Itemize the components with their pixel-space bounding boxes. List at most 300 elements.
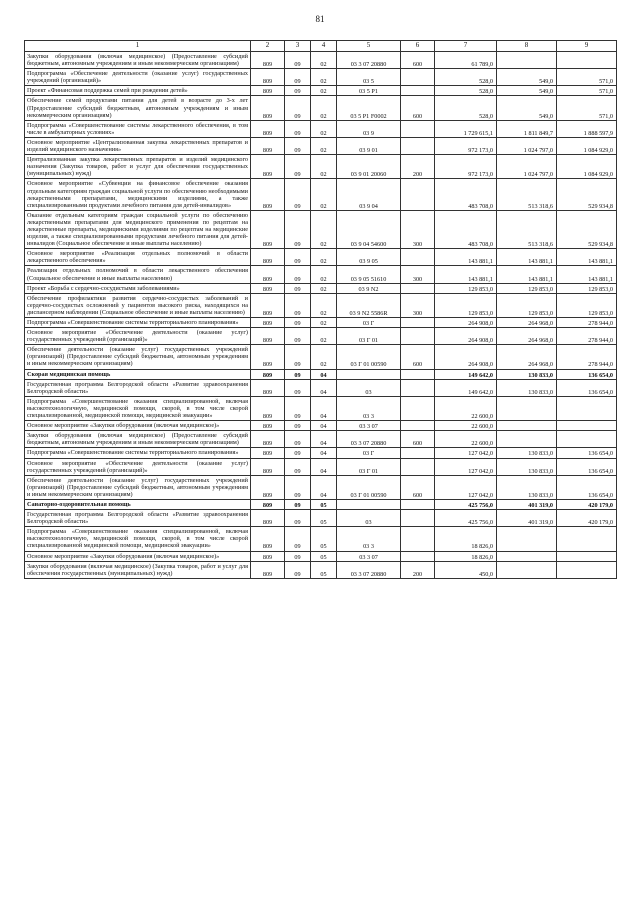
row-amount-year-3 (557, 421, 617, 431)
row-expense-type-code: 600 (401, 52, 435, 69)
row-expense-type-code (401, 527, 435, 551)
header-col-5: 5 (337, 41, 401, 52)
row-name-cell: Закупки оборудования (включая медицинское) (Закупка товаров, работ и услуг для обеспечения государственных (муниципальных) нужд) (25, 561, 251, 578)
row-section-code: 09 (285, 179, 311, 210)
row-ministry-code: 809 (251, 396, 285, 420)
row-section-code: 09 (285, 137, 311, 154)
row-ministry-code: 809 (251, 96, 285, 120)
row-amount-year-3 (557, 396, 617, 420)
row-expense-type-code: 300 (401, 210, 435, 248)
table-row (25, 318, 617, 328)
row-section-code: 09 (285, 345, 311, 369)
row-amount-year-1: 18 826,0 (435, 527, 497, 551)
row-section-code: 09 (285, 431, 311, 448)
row-amount-year-1: 143 881,1 (435, 249, 497, 266)
row-name-cell: Основное мероприятие «Субвенции на финансовое обеспечение оказания отдельным категориям граждан социальной услуги по обеспечению необходимыми лекарственными препаратами, медицинскими изделиями, а также специализированными продуктами лечебного питания для детей-инвалидов» (25, 179, 251, 210)
row-target-item-code: 03 9 04 (337, 179, 401, 210)
row-expense-type-code (401, 120, 435, 137)
row-expense-type-code (401, 448, 435, 458)
row-target-item-code: 03 3 07 20880 (337, 52, 401, 69)
table-row (25, 396, 617, 420)
row-expense-type-code (401, 458, 435, 475)
header-col-4: 4 (311, 41, 337, 52)
row-name-cell: Централизованная закупка лекарственных препаратов и изделий медицинского назначения (Закупка товаров, работ и услуг для обеспечения государственных (муниципальных) нужд) (25, 155, 251, 179)
row-target-item-code: 03 3 07 (337, 421, 401, 431)
row-section-code: 09 (285, 293, 311, 317)
row-section-code: 09 (285, 551, 311, 561)
row-target-item-code: 03 9 05 51610 (337, 266, 401, 283)
row-amount-year-1: 425 756,0 (435, 499, 497, 509)
row-amount-year-3: 278 944,0 (557, 328, 617, 345)
row-amount-year-3: 278 944,0 (557, 345, 617, 369)
row-section-code: 09 (285, 448, 311, 458)
row-section-code: 09 (285, 155, 311, 179)
row-subsection-code: 02 (311, 266, 337, 283)
row-name-cell: Основное мероприятие «Реализация отдельных полномочий в области лекарственного обеспечения» (25, 249, 251, 266)
row-expense-type-code: 600 (401, 96, 435, 120)
row-ministry-code: 809 (251, 69, 285, 86)
row-ministry-code: 809 (251, 52, 285, 69)
row-amount-year-1: 528,0 (435, 69, 497, 86)
row-name-cell: Закупки оборудования (включая медицинское) (Предоставление субсидий бюджетным, автономным учреждениям и иным некоммерческим организациям) (25, 52, 251, 69)
row-expense-type-code (401, 379, 435, 396)
row-ministry-code: 809 (251, 369, 285, 379)
row-amount-year-3: 1 084 929,0 (557, 137, 617, 154)
row-expense-type-code: 300 (401, 266, 435, 283)
table-row (25, 379, 617, 396)
row-amount-year-2: 549,0 (497, 96, 557, 120)
row-expense-type-code (401, 396, 435, 420)
table-body (25, 52, 617, 579)
row-target-item-code: 03 9 N2 5586R (337, 293, 401, 317)
row-ministry-code: 809 (251, 458, 285, 475)
row-ministry-code: 809 (251, 283, 285, 293)
row-amount-year-1: 18 826,0 (435, 551, 497, 561)
row-subsection-code: 02 (311, 345, 337, 369)
row-section-code: 09 (285, 69, 311, 86)
row-amount-year-3: 1 084 929,0 (557, 155, 617, 179)
row-subsection-code: 02 (311, 155, 337, 179)
row-expense-type-code: 600 (401, 345, 435, 369)
row-ministry-code: 809 (251, 431, 285, 448)
row-expense-type-code (401, 69, 435, 86)
row-amount-year-1: 149 642,0 (435, 379, 497, 396)
row-ministry-code: 809 (251, 345, 285, 369)
row-expense-type-code (401, 551, 435, 561)
row-expense-type-code (401, 510, 435, 527)
row-expense-type-code (401, 137, 435, 154)
row-ministry-code: 809 (251, 266, 285, 283)
table-row (25, 155, 617, 179)
row-amount-year-1: 22 600,0 (435, 396, 497, 420)
table-row (25, 421, 617, 431)
row-expense-type-code: 600 (401, 475, 435, 499)
row-section-code: 09 (285, 510, 311, 527)
row-ministry-code: 809 (251, 527, 285, 551)
row-name-cell: Обеспечение деятельности (оказание услуг) государственных учреждений (организаций) (Предоставление субсидий бюджетным, автономным учреждениям и иным некоммерческим организациям) (25, 345, 251, 369)
row-target-item-code: 03 (337, 379, 401, 396)
row-subsection-code: 04 (311, 379, 337, 396)
row-amount-year-1: 450,0 (435, 561, 497, 578)
row-section-code: 09 (285, 561, 311, 578)
row-ministry-code: 809 (251, 551, 285, 561)
row-subsection-code: 04 (311, 475, 337, 499)
budget-table (24, 40, 617, 579)
row-ministry-code: 809 (251, 328, 285, 345)
table-row (25, 266, 617, 283)
row-section-code: 09 (285, 210, 311, 248)
row-amount-year-2 (497, 421, 557, 431)
row-section-code: 09 (285, 120, 311, 137)
row-amount-year-1: 127 042,0 (435, 458, 497, 475)
row-name-cell: Оказание отдельным категориям граждан социальной услуги по обеспечению лекарственными препаратами для медицинского применения по рецептам на лекарственные препараты, медицинскими изделиями по рецептам на медицинские изделия, а также специализированными продуктами лечебного питания для детей-инвалидов (Социальное обеспечение и иные выплаты населению) (25, 210, 251, 248)
row-target-item-code: 03 9 01 20060 (337, 155, 401, 179)
row-amount-year-1: 129 853,0 (435, 293, 497, 317)
row-subsection-code: 02 (311, 210, 337, 248)
row-name-cell: Проект «Финансовая поддержка семей при рождении детей» (25, 86, 251, 96)
table-row (25, 86, 617, 96)
row-target-item-code: 03 Г 01 (337, 328, 401, 345)
row-amount-year-3: 571,0 (557, 69, 617, 86)
row-amount-year-3 (557, 551, 617, 561)
table-header-row (25, 41, 617, 52)
row-subsection-code: 05 (311, 561, 337, 578)
row-name-cell: Подпрограмма «Совершенствование оказания специализированной, включая высокотехнологичную, медицинской помощи, скорой, в том числе скорой специализированной медицинской помощи, медицинской эвакуации» (25, 527, 251, 551)
row-expense-type-code (401, 499, 435, 509)
row-amount-year-2: 130 833,0 (497, 379, 557, 396)
row-target-item-code: 03 Г 01 00590 (337, 475, 401, 499)
row-expense-type-code (401, 283, 435, 293)
row-section-code: 09 (285, 527, 311, 551)
row-ministry-code: 809 (251, 249, 285, 266)
row-section-code: 09 (285, 318, 311, 328)
row-subsection-code: 02 (311, 249, 337, 266)
row-amount-year-3: 529 934,8 (557, 210, 617, 248)
row-section-code: 09 (285, 283, 311, 293)
table-row (25, 551, 617, 561)
row-amount-year-1: 129 853,0 (435, 283, 497, 293)
header-col-6: 6 (401, 41, 435, 52)
budget-table-sheet (24, 40, 616, 579)
row-name-cell: Основное мероприятие «Закупки оборудования (включая медицинское)» (25, 551, 251, 561)
row-expense-type-code: 600 (401, 431, 435, 448)
row-amount-year-1: 61 789,0 (435, 52, 497, 69)
row-section-code: 09 (285, 396, 311, 420)
row-name-cell: Закупки оборудования (включая медицинское) (Предоставление субсидий бюджетным, автономным учреждениям и иным некоммерческим организациям) (25, 431, 251, 448)
row-ministry-code: 809 (251, 86, 285, 96)
row-ministry-code: 809 (251, 293, 285, 317)
page-number: 81 (315, 14, 325, 24)
row-ministry-code: 809 (251, 510, 285, 527)
row-target-item-code: 03 Г (337, 318, 401, 328)
row-section-code: 09 (285, 86, 311, 96)
row-amount-year-2: 1 811 849,7 (497, 120, 557, 137)
row-target-item-code: 03 Г 01 (337, 458, 401, 475)
row-ministry-code: 809 (251, 561, 285, 578)
table-row (25, 210, 617, 248)
row-amount-year-3: 136 654,0 (557, 448, 617, 458)
row-expense-type-code (401, 328, 435, 345)
row-amount-year-3: 129 853,0 (557, 293, 617, 317)
row-name-cell: Подпрограмма «Совершенствование системы территориального планирования» (25, 448, 251, 458)
table-row (25, 328, 617, 345)
row-amount-year-1: 1 729 615,1 (435, 120, 497, 137)
row-amount-year-1: 22 600,0 (435, 431, 497, 448)
row-amount-year-2: 129 853,0 (497, 283, 557, 293)
row-target-item-code: 03 9 (337, 120, 401, 137)
row-amount-year-1: 483 708,0 (435, 179, 497, 210)
row-subsection-code: 02 (311, 52, 337, 69)
row-amount-year-2: 513 318,6 (497, 210, 557, 248)
row-name-cell: Обеспечение семей продуктами питания для детей в возрасте до 3-х лет (Предоставление субсидий бюджетным, автономным учреждениям и иным некоммерческим организациям) (25, 96, 251, 120)
row-target-item-code: 03 3 (337, 527, 401, 551)
table-row (25, 293, 617, 317)
row-expense-type-code (401, 369, 435, 379)
table-row (25, 527, 617, 551)
row-subsection-code: 05 (311, 499, 337, 509)
table-row (25, 510, 617, 527)
row-amount-year-3: 571,0 (557, 86, 617, 96)
table-row (25, 369, 617, 379)
row-amount-year-3 (557, 527, 617, 551)
row-subsection-code: 04 (311, 431, 337, 448)
row-ministry-code: 809 (251, 120, 285, 137)
row-name-cell: Государственная программа Белгородской области «Развитие здравоохранения Белгородской области» (25, 510, 251, 527)
row-amount-year-3: 529 934,8 (557, 179, 617, 210)
row-subsection-code: 02 (311, 283, 337, 293)
row-subsection-code: 02 (311, 179, 337, 210)
row-expense-type-code: 200 (401, 155, 435, 179)
row-name-cell: Подпрограмма «Совершенствование системы территориального планирования» (25, 318, 251, 328)
header-col-9: 9 (557, 41, 617, 52)
row-name-cell: Государственная программа Белгородской области «Развитие здравоохранения Белгородской области» (25, 379, 251, 396)
row-amount-year-1: 972 173,0 (435, 137, 497, 154)
row-amount-year-1: 528,0 (435, 86, 497, 96)
row-amount-year-2: 264 968,0 (497, 328, 557, 345)
row-amount-year-1: 264 908,0 (435, 345, 497, 369)
row-target-item-code: 03 9 05 (337, 249, 401, 266)
row-amount-year-3: 143 881,1 (557, 249, 617, 266)
row-subsection-code: 02 (311, 137, 337, 154)
table-row (25, 96, 617, 120)
row-section-code: 09 (285, 266, 311, 283)
header-col-8: 8 (497, 41, 557, 52)
row-subsection-code: 02 (311, 120, 337, 137)
row-target-item-code: 03 9 04 54600 (337, 210, 401, 248)
row-amount-year-2: 143 881,1 (497, 266, 557, 283)
row-amount-year-2: 129 853,0 (497, 293, 557, 317)
row-expense-type-code: 300 (401, 293, 435, 317)
row-target-item-code: 03 Г 01 00590 (337, 345, 401, 369)
row-amount-year-2: 401 319,0 (497, 510, 557, 527)
table-row (25, 52, 617, 69)
row-amount-year-3: 136 654,0 (557, 369, 617, 379)
row-target-item-code: 03 3 (337, 396, 401, 420)
row-amount-year-3: 420 179,0 (557, 510, 617, 527)
row-amount-year-2: 401 319,0 (497, 499, 557, 509)
table-row (25, 120, 617, 137)
row-expense-type-code (401, 421, 435, 431)
table-row (25, 448, 617, 458)
row-amount-year-2: 130 833,0 (497, 475, 557, 499)
row-amount-year-2: 549,0 (497, 69, 557, 86)
table-row (25, 249, 617, 266)
row-amount-year-3 (557, 431, 617, 448)
row-subsection-code: 02 (311, 86, 337, 96)
row-subsection-code: 02 (311, 318, 337, 328)
row-name-cell: Санаторно-оздоровительная помощь (25, 499, 251, 509)
row-name-cell: Обеспечение деятельности (оказание услуг) государственных учреждений (организаций) (Предоставление субсидий бюджетным, автономным учреждениям и иным некоммерческим организациям) (25, 475, 251, 499)
table-row (25, 458, 617, 475)
table-row (25, 431, 617, 448)
row-amount-year-1: 22 600,0 (435, 421, 497, 431)
row-amount-year-2: 143 881,1 (497, 249, 557, 266)
row-subsection-code: 05 (311, 510, 337, 527)
row-ministry-code: 809 (251, 475, 285, 499)
row-amount-year-3: 1 888 597,9 (557, 120, 617, 137)
row-subsection-code: 04 (311, 369, 337, 379)
row-ministry-code: 809 (251, 137, 285, 154)
row-amount-year-3: 129 853,0 (557, 283, 617, 293)
row-subsection-code: 02 (311, 69, 337, 86)
row-amount-year-2 (497, 551, 557, 561)
row-amount-year-2 (497, 52, 557, 69)
row-expense-type-code (401, 318, 435, 328)
row-target-item-code: 03 3 07 (337, 551, 401, 561)
table-row (25, 179, 617, 210)
header-col-3: 3 (285, 41, 311, 52)
row-ministry-code: 809 (251, 210, 285, 248)
row-subsection-code: 05 (311, 551, 337, 561)
table-row (25, 137, 617, 154)
row-name-cell: Проект «Борьба с сердечно-сосудистыми заболеваниями» (25, 283, 251, 293)
row-amount-year-2 (497, 561, 557, 578)
row-amount-year-2 (497, 527, 557, 551)
row-target-item-code (337, 369, 401, 379)
row-expense-type-code: 200 (401, 561, 435, 578)
row-amount-year-2: 1 024 797,0 (497, 155, 557, 179)
row-target-item-code: 03 5 P1 F0002 (337, 96, 401, 120)
row-subsection-code: 02 (311, 328, 337, 345)
row-target-item-code: 03 5 P1 (337, 86, 401, 96)
row-name-cell: Подпрограмма «Совершенствование системы лекарственного обеспечения, в том числе в амбулаторных условиях» (25, 120, 251, 137)
row-ministry-code: 809 (251, 318, 285, 328)
row-amount-year-1: 528,0 (435, 96, 497, 120)
row-target-item-code (337, 499, 401, 509)
row-amount-year-3: 143 881,1 (557, 266, 617, 283)
row-amount-year-1: 264 908,0 (435, 318, 497, 328)
row-amount-year-3 (557, 52, 617, 69)
header-col-7: 7 (435, 41, 497, 52)
row-name-cell: Подпрограмма «Обеспечение деятельности (оказание услуг) государственных учреждений (организаций)» (25, 69, 251, 86)
row-target-item-code: 03 Г (337, 448, 401, 458)
row-amount-year-2: 1 024 797,0 (497, 137, 557, 154)
row-ministry-code: 809 (251, 155, 285, 179)
row-amount-year-2: 264 968,0 (497, 345, 557, 369)
row-amount-year-2: 264 968,0 (497, 318, 557, 328)
row-amount-year-2: 130 833,0 (497, 448, 557, 458)
row-amount-year-3: 571,0 (557, 96, 617, 120)
row-ministry-code: 809 (251, 499, 285, 509)
row-name-cell: Основное мероприятие «Централизованная закупка лекарственных препаратов и изделий медицинского назначения» (25, 137, 251, 154)
row-amount-year-2: 130 833,0 (497, 458, 557, 475)
row-amount-year-1: 127 042,0 (435, 448, 497, 458)
row-target-item-code: 03 5 (337, 69, 401, 86)
row-subsection-code: 02 (311, 293, 337, 317)
row-amount-year-3 (557, 561, 617, 578)
table-row (25, 561, 617, 578)
row-section-code: 09 (285, 249, 311, 266)
row-amount-year-3: 136 654,0 (557, 379, 617, 396)
row-name-cell: Реализация отдельных полномочий в области лекарственного обеспечения (Социальное обеспечение и иные выплаты населению) (25, 266, 251, 283)
row-subsection-code: 04 (311, 421, 337, 431)
row-amount-year-1: 143 881,1 (435, 266, 497, 283)
row-section-code: 09 (285, 475, 311, 499)
row-section-code: 09 (285, 421, 311, 431)
row-amount-year-2: 513 318,6 (497, 179, 557, 210)
table-row (25, 499, 617, 509)
row-name-cell: Обеспечение профилактики развития сердечно-сосудистых заболеваний и сердечно-сосудистых осложнений у пациентов высокого риска, находящихся на диспансерном наблюдении (Социальное обеспечение и иные выплаты населению) (25, 293, 251, 317)
row-amount-year-2: 549,0 (497, 86, 557, 96)
table-row (25, 69, 617, 86)
row-ministry-code: 809 (251, 179, 285, 210)
row-amount-year-1: 127 042,0 (435, 475, 497, 499)
row-target-item-code: 03 3 07 20880 (337, 561, 401, 578)
row-ministry-code: 809 (251, 379, 285, 396)
row-amount-year-1: 425 756,0 (435, 510, 497, 527)
row-amount-year-1: 149 642,0 (435, 369, 497, 379)
row-expense-type-code (401, 86, 435, 96)
row-amount-year-2 (497, 431, 557, 448)
row-target-item-code: 03 3 07 20880 (337, 431, 401, 448)
row-amount-year-3: 136 654,0 (557, 458, 617, 475)
row-section-code: 09 (285, 52, 311, 69)
row-name-cell: Основное мероприятие «Обеспечение деятельности (оказание услуг) государственных учреждений (организаций)» (25, 458, 251, 475)
row-target-item-code: 03 9 N2 (337, 283, 401, 293)
row-expense-type-code (401, 249, 435, 266)
row-name-cell: Основное мероприятие «Закупки оборудования (включая медицинское)» (25, 421, 251, 431)
row-expense-type-code (401, 179, 435, 210)
row-name-cell: Основное мероприятие «Обеспечение деятельности (оказание услуг) государственных учреждений (организаций)» (25, 328, 251, 345)
row-amount-year-2: 130 833,0 (497, 369, 557, 379)
row-subsection-code: 04 (311, 448, 337, 458)
header-col-2: 2 (251, 41, 285, 52)
row-section-code: 09 (285, 499, 311, 509)
row-section-code: 09 (285, 96, 311, 120)
row-amount-year-3: 420 179,0 (557, 499, 617, 509)
row-amount-year-1: 264 908,0 (435, 328, 497, 345)
table-row (25, 345, 617, 369)
row-target-item-code: 03 9 01 (337, 137, 401, 154)
row-name-cell: Скорая медицинская помощь (25, 369, 251, 379)
row-amount-year-1: 972 173,0 (435, 155, 497, 179)
row-name-cell: Подпрограмма «Совершенствование оказания специализированной, включая высокотехнологичную, медицинской помощи, скорой, в том числе скорой специализированной, медицинской помощи, медицинской эвакуации» (25, 396, 251, 420)
row-subsection-code: 04 (311, 396, 337, 420)
row-subsection-code: 05 (311, 527, 337, 551)
row-ministry-code: 809 (251, 421, 285, 431)
row-amount-year-3: 278 944,0 (557, 318, 617, 328)
row-target-item-code: 03 (337, 510, 401, 527)
row-amount-year-1: 483 708,0 (435, 210, 497, 248)
row-subsection-code: 02 (311, 96, 337, 120)
row-amount-year-2 (497, 396, 557, 420)
row-section-code: 09 (285, 458, 311, 475)
header-col-1: 1 (25, 41, 251, 52)
row-amount-year-3: 136 654,0 (557, 475, 617, 499)
row-section-code: 09 (285, 379, 311, 396)
row-section-code: 09 (285, 328, 311, 345)
table-row (25, 475, 617, 499)
